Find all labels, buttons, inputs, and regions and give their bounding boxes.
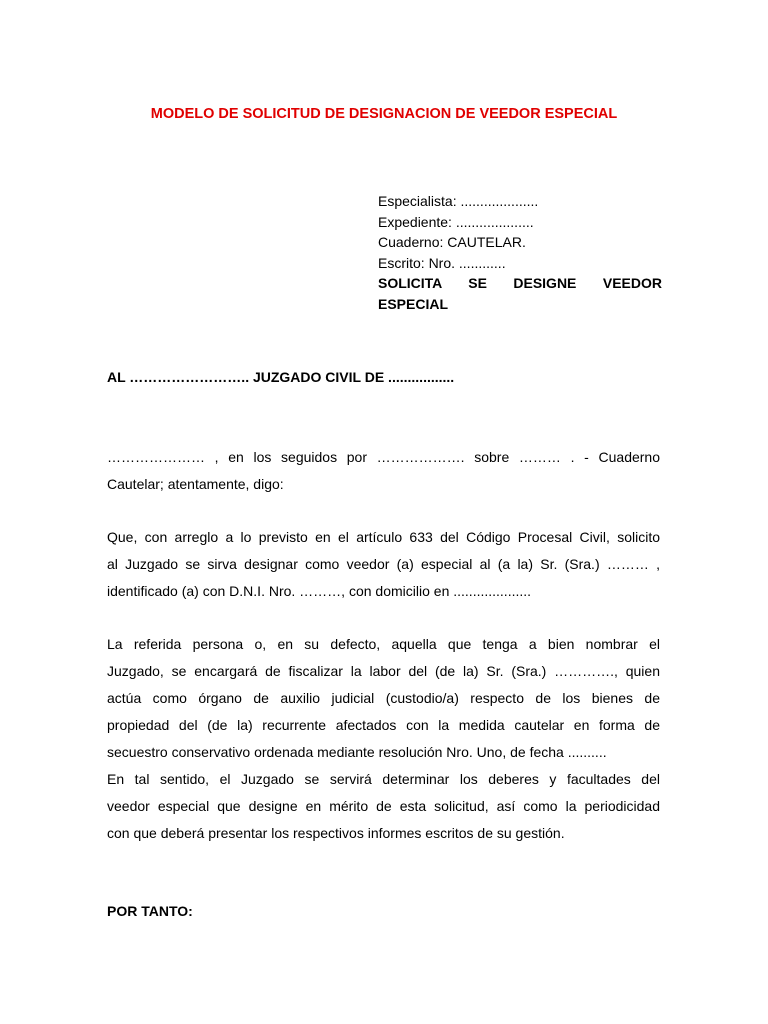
paragraph-line: En tal sentido, el Juzgado se servirá determinar los deberes y facultades del [107,771,660,787]
cuaderno-line: Cuaderno: CAUTELAR. [378,234,526,250]
expediente-line: Expediente: .................... [378,213,534,230]
paragraph-line: veedor especial que designe en mérito de esta solicitud, así como la periodicidad [107,798,660,814]
paragraph-line: identificado (a) con D.N.I. Nro. ………, con domicilio en .................... [107,583,532,599]
document-title: MODELO DE SOLICITUD DE DESIGNACION DE VEEDOR ESPECIAL [150,106,618,122]
paragraph-line: actúa como órgano de auxilio judicial (custodio/a) respecto de los bienes de [107,690,660,706]
paragraph-line: ………………… , en los seguidos por ………………. sobre ……… . - Cuaderno [107,449,660,465]
paragraph-line: con que deberá presentar los respectivos informes escritos de su gestión. [107,825,565,841]
paragraph-line: secuestro conservativo ordenada mediante resolución Nro. Uno, de fecha .......... [107,744,607,760]
closing-heading: POR TANTO: [107,903,193,919]
addressee-court: AL …………………….. JUZGADO CIVIL DE ................. [107,369,455,385]
paragraph-line: Juzgado, se encargará de fiscalizar la labor del (de la) Sr. (Sra.) …………., quien [107,663,660,679]
request-summary [378,273,662,314]
request-paragraph [107,524,660,605]
especialista-line: Especialista: .................... [378,193,539,209]
request-summary-line-1: SOLICITA SE DESIGNE VEEDOR [378,275,662,291]
paragraph-line: al Juzgado se sirva designar como veedor (a) especial al (a la) Sr. (Sra.) ……… , [107,556,660,572]
paragraph-line: propiedad del (de la) recurrente afectados con la medida cautelar en forma de [107,717,660,733]
escrito-line: Escrito: Nro. ............ [378,254,506,271]
intro-paragraph [107,444,660,498]
paragraph-line: Cautelar; atentamente, digo: [107,476,284,492]
case-header-block [378,191,662,314]
duties-paragraph [107,631,660,847]
paragraph-line: La referida persona o, en su defecto, aquella que tenga a bien nombrar el [107,636,660,652]
request-summary-line-2: ESPECIAL [378,295,449,312]
paragraph-line: Que, con arreglo a lo previsto en el artículo 633 del Código Procesal Civil, solicito [107,529,660,545]
